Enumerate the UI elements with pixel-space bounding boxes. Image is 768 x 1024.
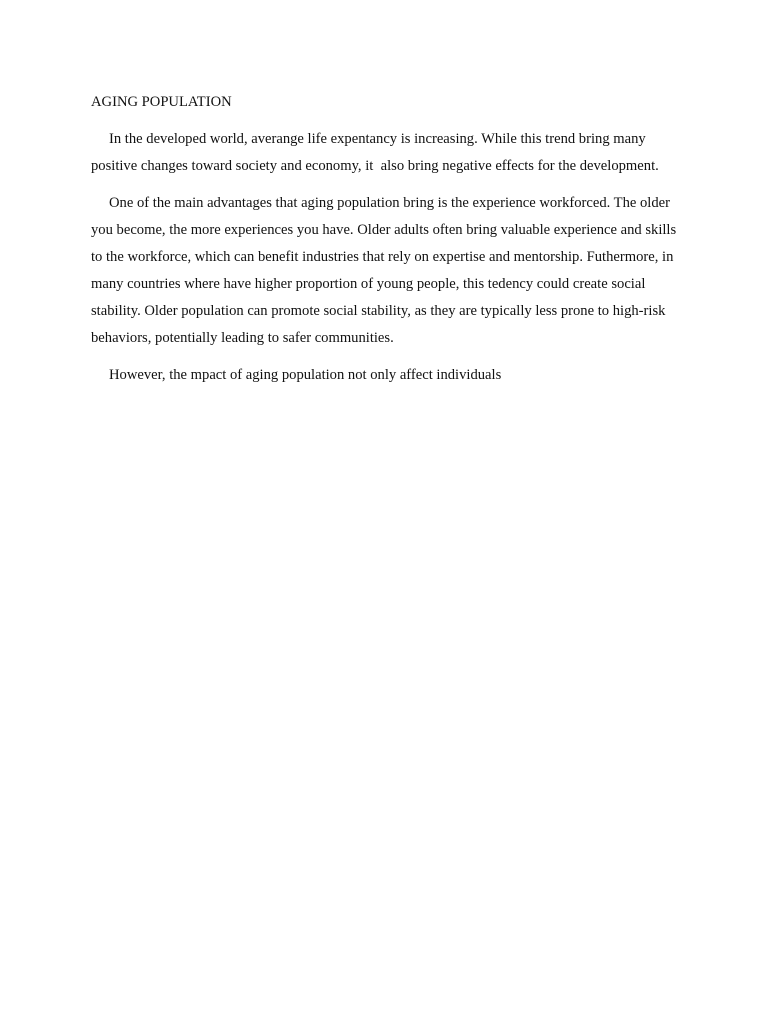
paragraph-intro: In the developed world, averange life expentancy is increasing. While this trend bring many positive changes toward society and economy, it also bring negative effects for the development. <box>91 131 659 174</box>
document-body[interactable] <box>91 89 681 399</box>
paragraph-impact: However, the mpact of aging population not only affect individuals <box>109 367 502 383</box>
paragraph-advantages: One of the main advantages that aging population bring is the experience workforced. The older you become, the more experiences you have. Older adults often bring valuable experience and skills to the workforce, which can benefit industries that rely on expertise and mentorship. Futhermore, in many countries where have higher proportion of young people, this tedency could create social stability. Older population can promote social stability, as they are typically less prone to high-risk behaviors, potentially leading to safer communities. <box>91 195 680 346</box>
document-title: AGING POPULATION <box>91 94 232 110</box>
